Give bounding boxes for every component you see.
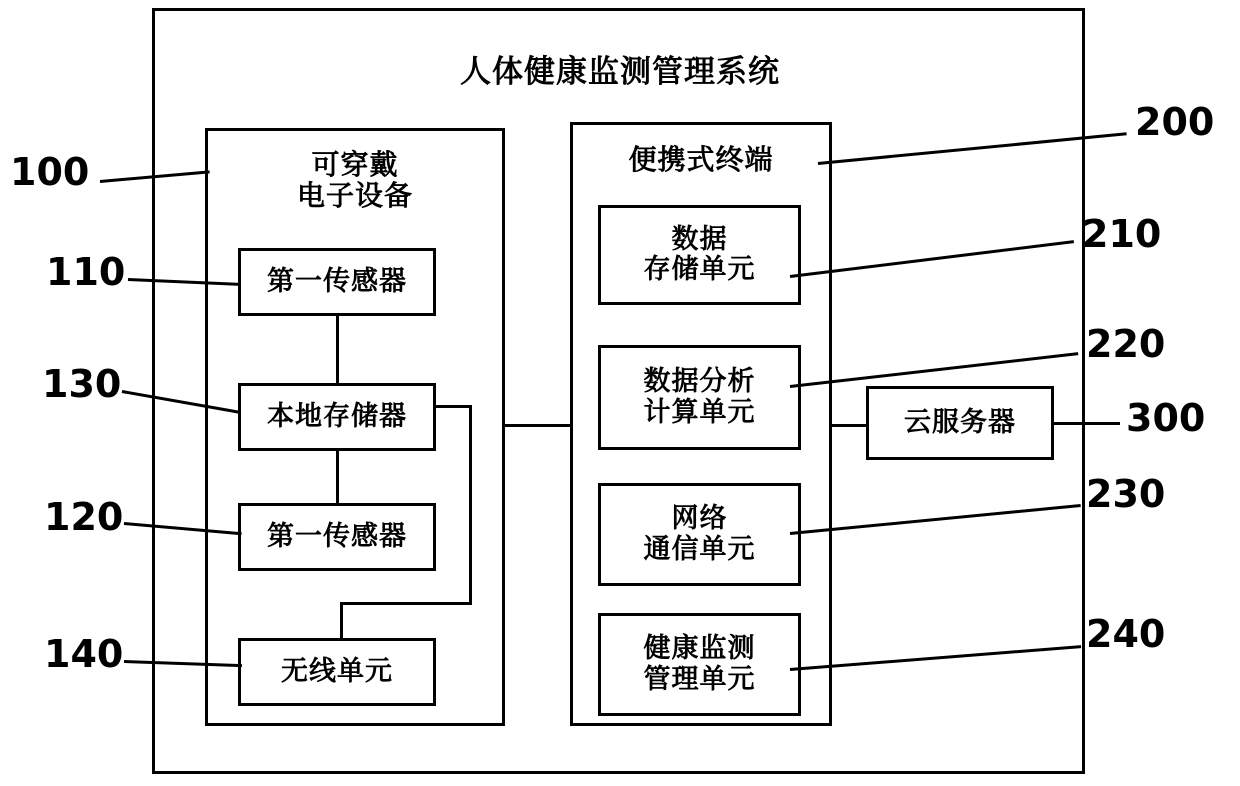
ref-110: 110 <box>46 250 126 294</box>
ref-300: 300 <box>1126 396 1206 440</box>
connector-storage-right <box>436 405 472 408</box>
block-sensor2-label: 第一传感器 <box>267 520 407 552</box>
system-title: 人体健康监测管理系统 <box>460 53 780 90</box>
connector-portable-cloud <box>830 424 868 427</box>
group-portable-title: 便携式终端 <box>628 143 774 177</box>
ref-210: 210 <box>1082 212 1162 256</box>
block-data-analysis-label: 数据分析 计算单元 <box>643 366 756 428</box>
ref-200: 200 <box>1135 100 1215 144</box>
block-cloud-server-label: 云服务器 <box>904 406 1016 438</box>
connector-wireless-top <box>340 602 472 605</box>
block-data-storage-label: 数据 存储单元 <box>643 223 756 285</box>
block-sensor1-label: 第一传感器 <box>267 265 407 297</box>
group-wearable-title: 可穿戴 电子设备 <box>296 147 413 212</box>
ref-140: 140 <box>44 632 124 676</box>
ref-130: 130 <box>42 362 122 406</box>
ref-230: 230 <box>1086 472 1166 516</box>
block-network-label: 网络 通信单元 <box>643 503 756 565</box>
connector-sensor1-to-storage <box>336 316 339 383</box>
ref-100: 100 <box>10 150 90 194</box>
connector-wearable-portable <box>505 424 573 427</box>
connector-storage-right-down <box>469 405 472 605</box>
block-wireless-label: 无线单元 <box>281 655 393 687</box>
ref-240: 240 <box>1086 612 1166 656</box>
block-local-storage-label: 本地存储器 <box>267 400 407 432</box>
leader-300 <box>1052 422 1120 425</box>
ref-120: 120 <box>44 495 124 539</box>
connector-wireless-stub <box>340 602 343 638</box>
connector-storage-to-sensor2 <box>336 451 339 503</box>
block-health-mgmt-label: 健康监测 管理单元 <box>643 633 756 695</box>
ref-220: 220 <box>1086 322 1166 366</box>
